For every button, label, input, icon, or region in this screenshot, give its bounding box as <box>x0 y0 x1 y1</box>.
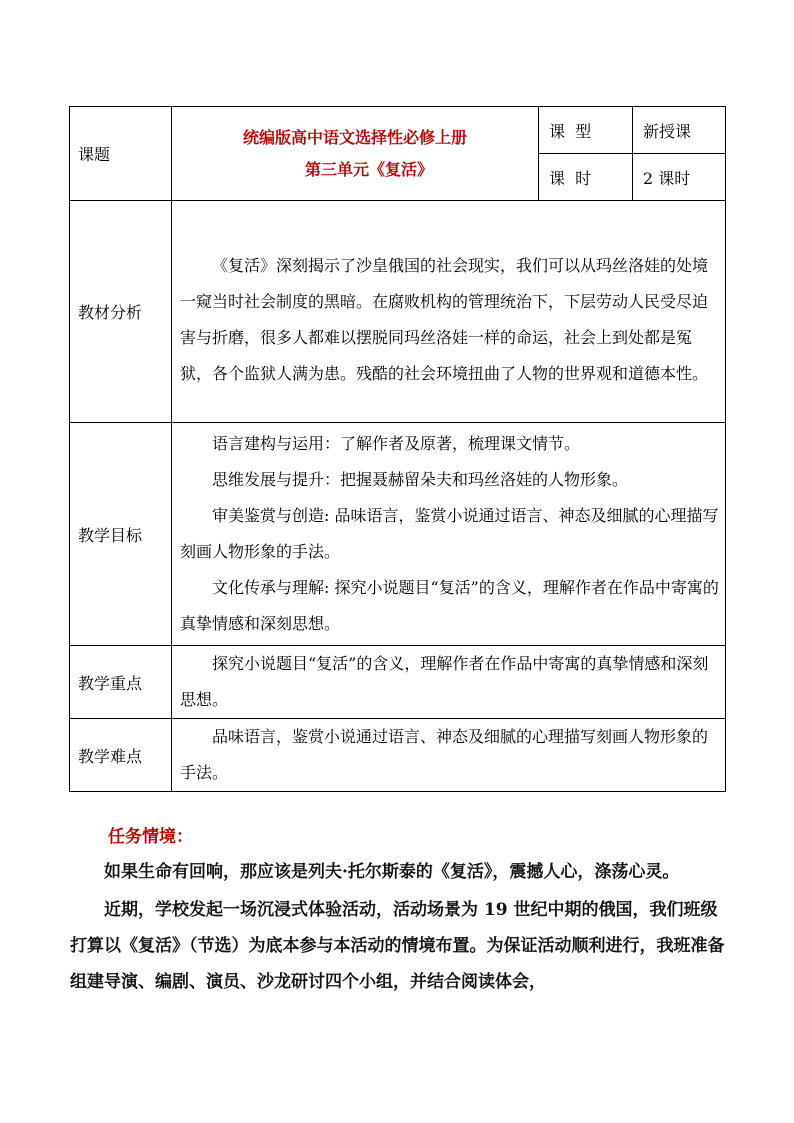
difficulties-cell <box>172 719 726 792</box>
lesson-plan-table <box>69 106 726 792</box>
lesson-title <box>172 107 539 201</box>
difficulties-text: 品味语言，鉴赏小说通过语言、神态及细腻的心理描写刻画人物形象的手法。 <box>180 727 709 782</box>
lesson-title-line2: 第三单元《复活》 <box>304 159 433 179</box>
key-points-text: 探究小说题目“复活”的含义，理解作者在作品中寄寓的真挚情感和深刻思想。 <box>180 654 709 709</box>
lesson-type-label: 课 型 <box>539 107 633 154</box>
goals-cell <box>172 423 726 646</box>
task-situation-body <box>70 854 730 1002</box>
goal-culture: 文化传承与理解: 探究小说题目“复活”的含义，理解作者在作品中寄寓的真挚情感和深刻思想。 <box>180 578 719 633</box>
goal-aesthetics: 审美鉴赏与创造: 品味语言，鉴赏小说通过语言、神态及细腻的心理描写刻画人物形象的手法。 <box>180 506 719 561</box>
key-points-cell <box>172 646 726 719</box>
goal-thinking: 思维发展与提升：把握聂赫留朵夫和玛丝洛娃的人物形象。 <box>212 470 629 489</box>
task-paragraph-1: 如果生命有回响，那应该是列夫·托尔斯泰的《复活》，震撼人心，涤荡心灵。 <box>104 862 680 882</box>
lesson-title-line1: 统编版高中语文选择性必修上册 <box>242 127 467 147</box>
goals-label: 教学目标 <box>70 423 172 646</box>
lesson-type-value: 新授课 <box>633 107 726 154</box>
analysis-label: 教材分析 <box>70 201 172 423</box>
goal-language: 语言建构与运用：了解作者及原著，梳理课文情节。 <box>212 434 581 453</box>
topic-label: 课题 <box>70 107 172 201</box>
task-paragraph-2: 近期，学校发起一场沉浸式体验活动，活动场景为 19 世纪中期的俄国，我们班级打算以《复活》（节选）为底本参与本活动的情境布置。为保证活动顺利进行，我班准备组建导演、编剧、演员、沙龙研讨四个小组，并结合阅读体会， <box>70 900 725 992</box>
analysis-row <box>70 201 726 423</box>
key-points-row <box>70 646 726 719</box>
topic-row-1 <box>70 107 726 154</box>
task-situation-heading: 任务情境： <box>108 827 193 847</box>
difficulties-row <box>70 719 726 792</box>
goals-row <box>70 423 726 646</box>
lesson-hours-value: 2 课时 <box>633 154 726 201</box>
analysis-cell <box>172 201 726 423</box>
lesson-hours-label: 课 时 <box>539 154 633 201</box>
difficulties-label: 教学难点 <box>70 719 172 792</box>
key-points-label: 教学重点 <box>70 646 172 719</box>
analysis-text: 《复活》深刻揭示了沙皇俄国的社会现实，我们可以从玛丝洛娃的处境一窥当时社会制度的黑暗。在腐败机构的管理统治下，下层劳动人民受尽迫害与折磨，很多人都难以摆脱同玛丝洛娃一样的命运，社会上到处都是冤狱，各个监狱人满为患。残酷的社会环境扭曲了人物的世界观和道德本性。 <box>180 255 709 383</box>
